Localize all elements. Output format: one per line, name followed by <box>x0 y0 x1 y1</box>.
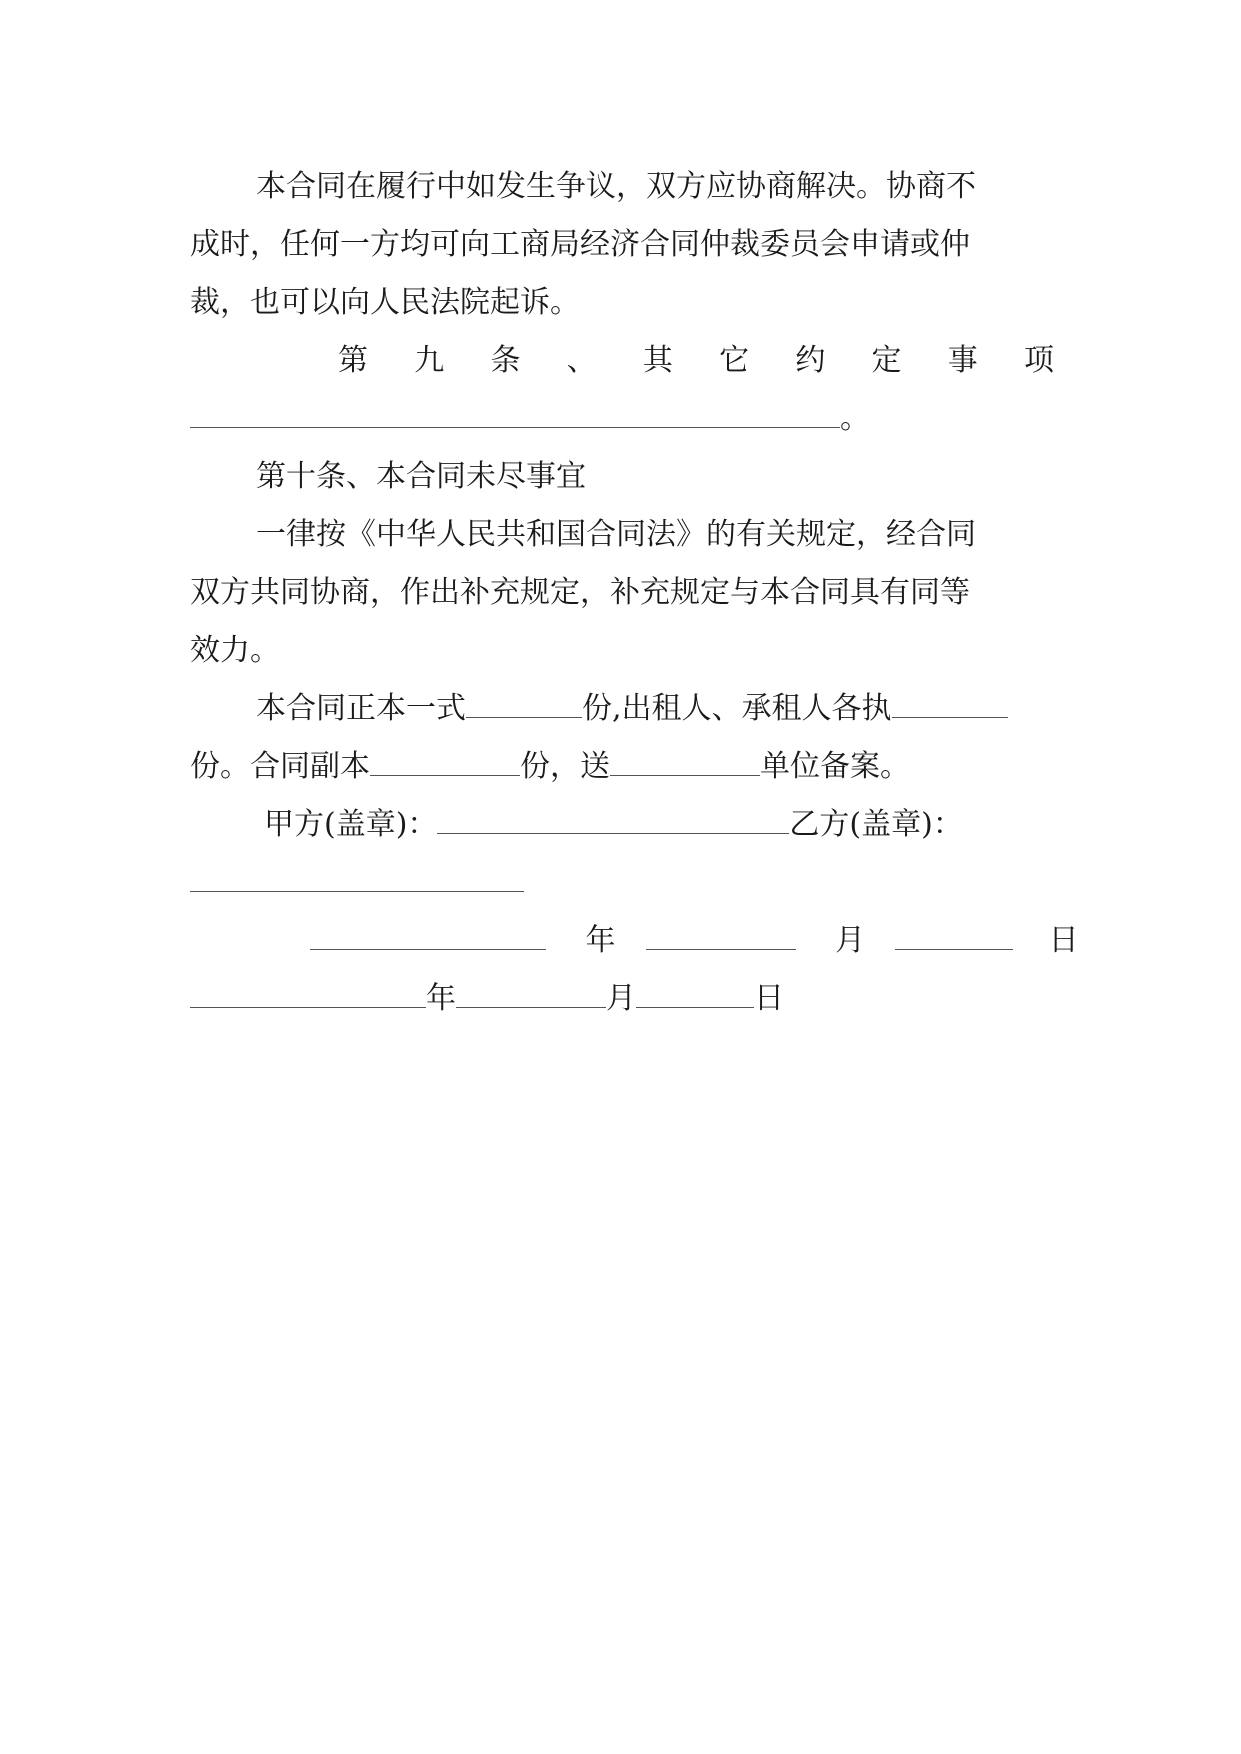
party-b-month-blank[interactable] <box>456 979 606 1009</box>
month-label: 月 <box>835 923 866 958</box>
original-copies-blank[interactable] <box>466 689 582 719</box>
filing-unit-blank[interactable] <box>610 747 760 777</box>
dispute-line-1: 本合同在履行中如发生争议，双方应协商解决。协商不 <box>256 169 976 204</box>
copies-line-2 <box>190 738 1054 796</box>
party-a-month-blank[interactable] <box>646 921 796 951</box>
month-label: 月 <box>606 981 636 1016</box>
copies-line-1 <box>190 680 1054 738</box>
article-9-char: 条 <box>490 343 521 378</box>
party-a-label: 甲方(盖章)： <box>264 807 438 842</box>
party-b-seal-blank[interactable] <box>190 863 524 893</box>
party-a-year-blank[interactable] <box>310 921 546 951</box>
copies-label-filing: 单位备案。 <box>760 749 910 784</box>
article-9-char: 约 <box>795 343 826 378</box>
article-9-char: 定 <box>871 343 902 378</box>
copies-label-each: 份,出租人、承租人各执 <box>582 691 892 726</box>
duplicate-copies-blank[interactable] <box>370 747 520 777</box>
article-9-char: 、 <box>566 343 597 378</box>
article-9-end-mark: 。 <box>840 401 870 436</box>
day-label: 日 <box>754 981 784 1016</box>
party-a-seal-blank[interactable] <box>437 805 789 835</box>
article-9-char: 九 <box>414 343 445 378</box>
article-9-blank-line <box>190 390 1054 448</box>
signature-line <box>190 796 1054 854</box>
copies-label-original: 本合同正本一式 <box>256 691 466 726</box>
article-9-char: 它 <box>719 343 750 378</box>
copies-label-duplicate: 份。合同副本 <box>190 749 370 784</box>
each-copies-blank[interactable] <box>892 689 1008 719</box>
party-a-day-blank[interactable] <box>895 921 1013 951</box>
article-10-title: 第十条、本合同未尽事宜 <box>256 459 586 494</box>
dispute-line-3: 裁，也可以向人民法院起诉。 <box>190 285 580 320</box>
party-b-year-blank[interactable] <box>190 979 426 1009</box>
article-9-blank[interactable] <box>190 399 840 429</box>
article-9-char: 项 <box>1023 343 1054 378</box>
year-label: 年 <box>585 923 616 958</box>
date-line-party-b <box>190 970 1054 1028</box>
article-9-heading <box>190 332 1054 390</box>
article-9-char: 第 <box>338 343 368 378</box>
copies-label-send: 份，送 <box>520 749 610 784</box>
article-9-char: 事 <box>947 343 978 378</box>
article-10-line-1: 一律按《中华人民共和国合同法》的有关规定，经合同 <box>256 517 976 552</box>
article-9-char: 其 <box>642 343 673 378</box>
party-b-blank-line <box>190 854 1054 912</box>
date-line-party-a <box>190 912 1079 970</box>
dispute-line-2: 成时，任何一方均可向工商局经济合同仲裁委员会申请或仲 <box>190 227 970 262</box>
article-10-line-3: 效力。 <box>190 633 280 668</box>
year-label: 年 <box>426 981 456 1016</box>
article-10-line-2: 双方共同协商，作出补充规定，补充规定与本合同具有同等 <box>190 575 970 610</box>
party-b-day-blank[interactable] <box>636 979 754 1009</box>
party-b-label: 乙方(盖章)： <box>789 807 963 842</box>
day-label: 日 <box>1048 923 1079 958</box>
